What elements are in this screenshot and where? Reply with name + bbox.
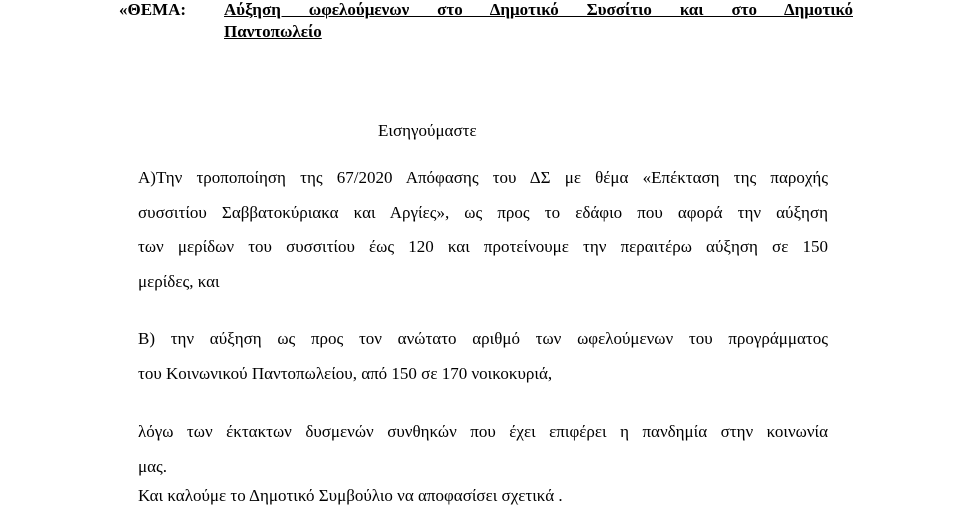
proposal-heading: Εισηγούμαστε — [378, 121, 477, 140]
paragraph-c-line: μας. — [138, 456, 168, 476]
paragraph-b-line: Β) την αύξηση ως προς τον ανώτατο αριθμό των ωφελούμενων του προγράμματος — [138, 329, 828, 348]
subject-title-line-1: Αύξηση ωφελούμενων στο Δημοτικό Συσσίτιο και στο Δημοτικό — [224, 0, 853, 19]
paragraph-a — [138, 161, 828, 299]
subject-label: «ΘΕΜΑ: — [119, 0, 187, 19]
paragraph-a-line: μερίδες, και — [138, 271, 220, 291]
paragraph-b — [138, 322, 828, 391]
paragraph-a-line: συσσιτίου Σαββατοκύριακα και Αργίες», ως προς το εδάφιο που αφορά την αύξηση — [138, 202, 828, 222]
paragraph-c — [138, 415, 828, 484]
paragraph-c-line: λόγω των έκτακτων δυσμενών συνθηκών που έχει επιφέρει η πανδημία στην κοινωνία — [138, 422, 828, 441]
paragraph-a-line: Α)Την τροποποίηση της 67/2020 Απόφασης του ΔΣ με θέμα «Επέκταση της παροχής — [138, 168, 828, 187]
subject-title-line-2: Παντοπωλείο — [224, 22, 322, 41]
paragraph-b-line: του Κοινωνικού Παντοπωλείου, από 150 σε 170 νοικοκυριά, — [138, 363, 553, 383]
paragraph-a-line: των μερίδων του συσσιτίου έως 120 και προτείνουμε την περαιτέρω αύξηση σε 150 — [138, 237, 828, 256]
closing-sentence: Και καλούμε το Δημοτικό Συμβούλιο να αποφασίσει σχετικά . — [138, 486, 563, 505]
